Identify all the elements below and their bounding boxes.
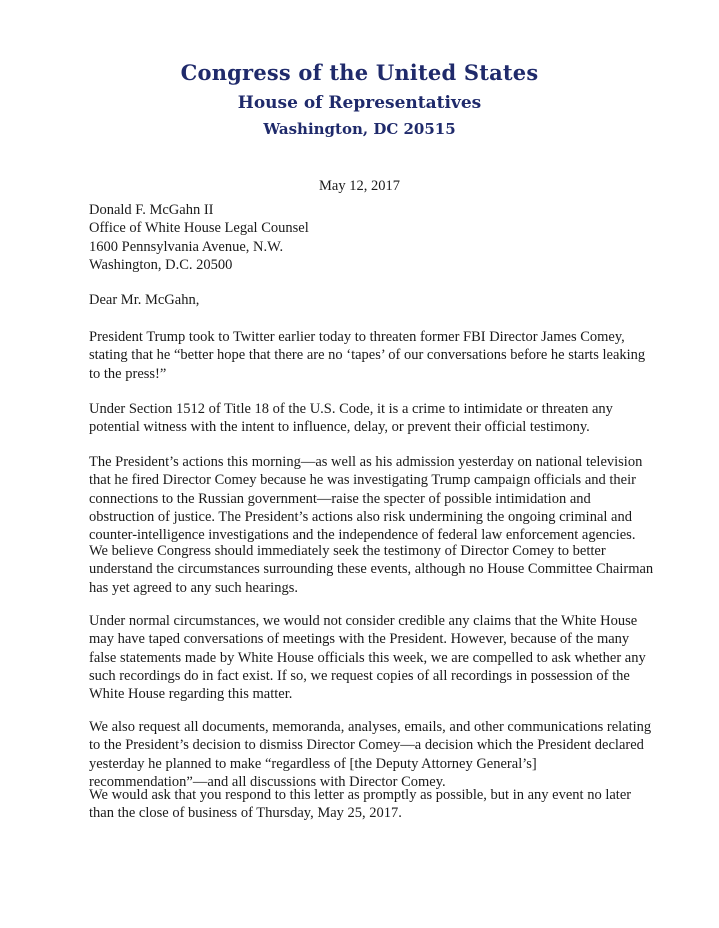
paragraph-twitter-threat <box>89 328 649 383</box>
paragraph-line: We also request all documents, memoranda, analyses, emails, and other communications relating <box>89 719 652 735</box>
paragraph-recordings-request <box>89 612 649 703</box>
recipient-office: Office of White House Legal Counsel <box>89 220 309 237</box>
paragraph-line: recommendation”—and all discussions with Director Comey. <box>89 773 446 790</box>
paragraph-deadline <box>89 786 649 823</box>
paragraph-testimony-request <box>89 542 654 597</box>
recipient-name: Donald F. McGahn II <box>89 202 214 218</box>
paragraph-line: to the President’s decision to dismiss Director Comey—a decision which the President declared <box>89 737 644 754</box>
paragraph-line: to the press!” <box>89 365 167 382</box>
paragraph-line: than the close of business of Thursday, May 25, 2017. <box>89 805 402 822</box>
paragraph-line: We would ask that you respond to this letter as promptly as possible, but in any event no later <box>89 787 632 803</box>
paragraph-line: President Trump took to Twitter earlier today to threaten former FBI Director James Comey, <box>89 329 625 345</box>
recipient-city: Washington, D.C. 20500 <box>89 256 233 273</box>
paragraph-line: connections to the Russian government—raise the specter of possible intimidation and <box>89 490 591 507</box>
paragraph-line: has yet agreed to any such hearings. <box>89 579 298 596</box>
letterhead-house: House of Representatives <box>237 93 482 113</box>
paragraph-line: understand the circumstances surrounding these events, although no House Committee Chairman <box>89 561 654 578</box>
paragraph-presidents-actions <box>89 453 649 544</box>
letterhead-congress: Congress of the United States <box>180 60 539 85</box>
paragraph-line: that he fired Director Comey because he was investigating Trump campaign officials and their <box>89 472 636 489</box>
recipient-street: 1600 Pennsylvania Avenue, N.W. <box>89 238 284 255</box>
paragraph-line: false statements made by White House officials this week, we are compelled to ask whether any <box>89 649 646 666</box>
paragraph-line: yesterday he planned to make “regardless of [the Deputy Attorney General’s] <box>89 755 537 772</box>
paragraph-line: Under Section 1512 of Title 18 of the U.S. Code, it is a crime to intimidate or threaten any <box>89 401 613 417</box>
paragraph-line: White House regarding this matter. <box>89 686 293 703</box>
recipient-address-block <box>89 201 309 274</box>
paragraph-line: such recordings do in fact exist. If so, we request copies of all recordings in possession of the <box>89 667 630 684</box>
paragraph-line: may have taped conversations of meetings with the President. However, because of the many <box>89 631 630 648</box>
paragraph-documents-request <box>89 718 652 791</box>
paragraph-line: obstruction of justice. The President’s actions also risk undermining the ongoing criminal and <box>89 508 632 525</box>
paragraph-line: We believe Congress should immediately seek the testimony of Director Comey to better <box>89 543 606 559</box>
paragraph-legal-code <box>89 400 649 437</box>
paragraph-line: stating that he “better hope that there are no ‘tapes’ of our conversations before he starts leaking <box>89 347 646 364</box>
paragraph-line: The President’s actions this morning—as well as his admission yesterday on national television <box>89 454 643 470</box>
salutation: Dear Mr. McGahn, <box>89 292 200 308</box>
letterhead-address: Washington, DC 20515 <box>263 120 456 138</box>
paragraph-line: potential witness with the intent to influence, delay, or prevent their official testimony. <box>89 419 590 436</box>
paragraph-line: Under normal circumstances, we would not consider credible any claims that the White House <box>89 613 638 629</box>
letter-date: May 12, 2017 <box>319 178 400 194</box>
paragraph-line: counter-intelligence investigations and the independence of federal law enforcement agencies. <box>89 527 636 544</box>
